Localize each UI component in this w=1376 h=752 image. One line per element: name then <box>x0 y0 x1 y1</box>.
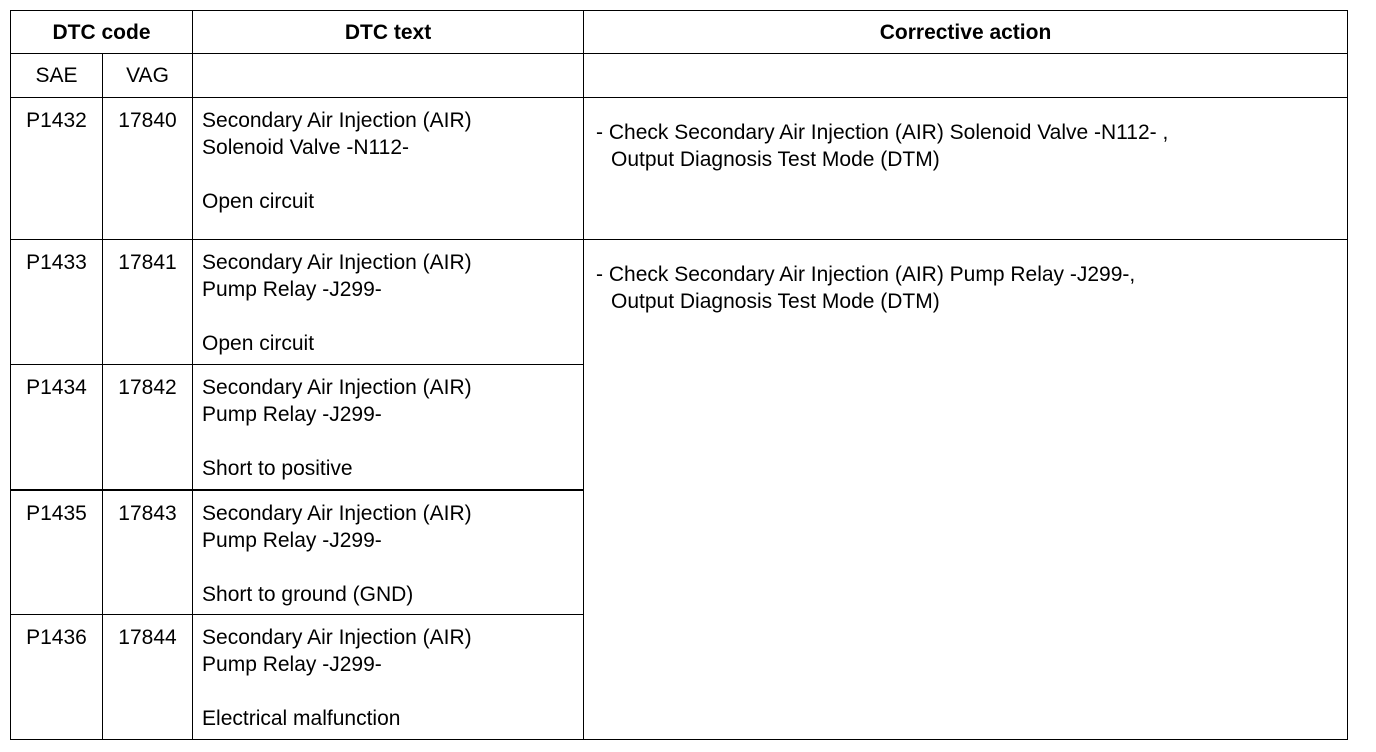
dtc-text-cell <box>193 490 584 615</box>
dtc-text-line2: Pump Relay -J299- <box>202 278 382 301</box>
dtc-text-line2: Pump Relay -J299- <box>202 528 382 552</box>
vag-code: 17841 <box>103 240 193 365</box>
dtc-text-line1: Secondary Air Injection (AIR) <box>202 109 472 132</box>
dtc-table <box>10 10 1348 740</box>
header-dtc-code: DTC code <box>11 11 193 54</box>
corrective-action-cell <box>584 240 1348 740</box>
dtc-text-line1: Secondary Air Injection (AIR) <box>202 501 472 525</box>
dtc-condition: Electrical malfunction <box>202 707 401 730</box>
dtc-text-cell <box>193 365 584 490</box>
subheader-sae: SAE <box>11 54 103 98</box>
action-line1: - Check Secondary Air Injection (AIR) Solenoid Valve -N112- , <box>596 121 1169 144</box>
sae-code: P1433 <box>11 240 103 365</box>
subheader-vag: VAG <box>103 54 193 98</box>
dtc-text-line1: Secondary Air Injection (AIR) <box>202 376 472 399</box>
subheader-row <box>11 54 1348 98</box>
subheader-empty-text <box>193 54 584 98</box>
dtc-condition: Short to positive <box>202 457 353 480</box>
sae-code: P1432 <box>11 98 103 240</box>
header-dtc-text: DTC text <box>193 11 584 54</box>
sae-code: P1435 <box>11 490 103 615</box>
sae-code: P1436 <box>11 615 103 740</box>
table-row <box>11 240 1348 365</box>
corrective-action-cell <box>584 98 1348 240</box>
vag-code: 17842 <box>103 365 193 490</box>
dtc-condition: Open circuit <box>202 190 315 213</box>
dtc-text-cell <box>193 615 584 740</box>
action-line2: Output Diagnosis Test Mode (DTM) <box>611 290 940 313</box>
vag-code: 17844 <box>103 615 193 740</box>
dtc-text-line1: Secondary Air Injection (AIR) <box>202 626 472 649</box>
dtc-text-line1: Secondary Air Injection (AIR) <box>202 251 472 274</box>
vag-code: 17840 <box>103 98 193 240</box>
vag-code: 17843 <box>103 490 193 615</box>
dtc-condition: Open circuit <box>202 332 315 355</box>
dtc-text-cell <box>193 240 584 365</box>
action-line1: - Check Secondary Air Injection (AIR) Pump Relay -J299-, <box>596 263 1136 286</box>
action-line2: Output Diagnosis Test Mode (DTM) <box>611 148 940 171</box>
dtc-text-cell <box>193 98 584 240</box>
dtc-condition: Short to ground (GND) <box>202 582 414 606</box>
table-row <box>11 98 1348 240</box>
sae-code: P1434 <box>11 365 103 490</box>
header-row <box>11 11 1348 54</box>
subheader-empty-action <box>584 54 1348 98</box>
dtc-text-line2: Pump Relay -J299- <box>202 403 382 426</box>
header-corrective-action: Corrective action <box>584 11 1348 54</box>
dtc-text-line2: Pump Relay -J299- <box>202 653 382 676</box>
dtc-text-line2: Solenoid Valve -N112- <box>202 136 410 159</box>
